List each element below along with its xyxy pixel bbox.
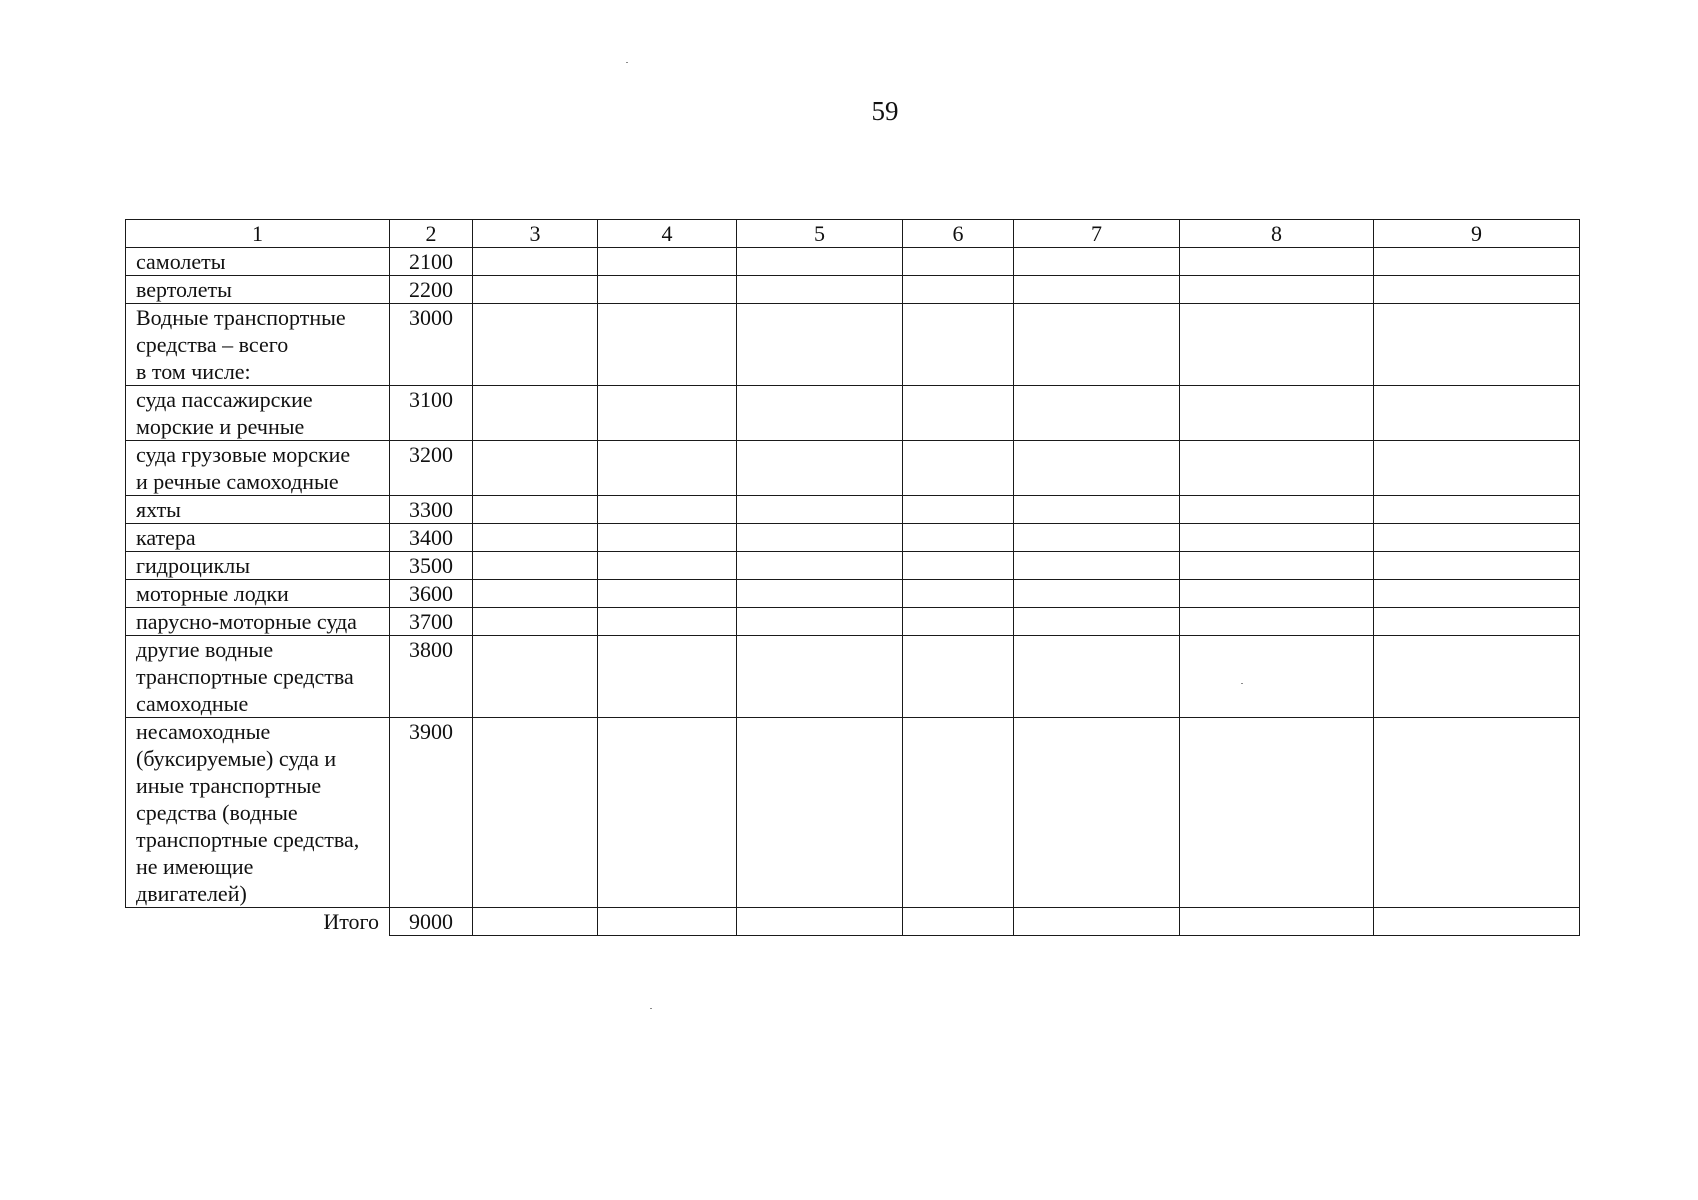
- empty-cell-col-5: [737, 908, 903, 936]
- empty-cell-col-4: [598, 636, 737, 718]
- empty-cell-col-5: [737, 636, 903, 718]
- empty-cell-col-8: [1180, 248, 1374, 276]
- row-name: суда грузовые морские и речные самоходные: [126, 441, 390, 496]
- empty-cell-col-9: [1374, 636, 1580, 718]
- empty-cell-col-4: [598, 718, 737, 908]
- column-header-8: 8: [1180, 220, 1374, 248]
- empty-cell-col-7: [1014, 386, 1180, 441]
- empty-cell-col-4: [598, 276, 737, 304]
- table-row: [126, 496, 1580, 524]
- data-table: [125, 219, 1580, 936]
- row-name: Водные транспортные средства – всего в том числе:: [126, 304, 390, 386]
- table-row: [126, 580, 1580, 608]
- empty-cell-col-8: [1180, 386, 1374, 441]
- empty-cell-col-9: [1374, 386, 1580, 441]
- row-name: суда пассажирские морские и речные: [126, 386, 390, 441]
- empty-cell-col-7: [1014, 908, 1180, 936]
- row-name: другие водные транспортные средства самоходные: [126, 636, 390, 718]
- table-row: [126, 304, 1580, 386]
- empty-cell-col-4: [598, 441, 737, 496]
- empty-cell-col-9: [1374, 304, 1580, 386]
- row-name: самолеты: [126, 248, 390, 276]
- row-code: 3600: [390, 580, 473, 608]
- empty-cell-col-9: [1374, 524, 1580, 552]
- empty-cell-col-5: [737, 248, 903, 276]
- empty-cell-col-5: [737, 496, 903, 524]
- empty-cell-col-7: [1014, 718, 1180, 908]
- empty-cell-col-9: [1374, 552, 1580, 580]
- header-row: [126, 220, 1580, 248]
- empty-cell-col-6: [903, 524, 1014, 552]
- column-header-6: 6: [903, 220, 1014, 248]
- empty-cell-col-6: [903, 441, 1014, 496]
- table-row: [126, 524, 1580, 552]
- table-row: [126, 386, 1580, 441]
- row-name: яхты: [126, 496, 390, 524]
- empty-cell-col-4: [598, 580, 737, 608]
- empty-cell-col-3: [473, 718, 598, 908]
- empty-cell-col-3: [473, 580, 598, 608]
- empty-cell-col-3: [473, 908, 598, 936]
- empty-cell-col-6: [903, 386, 1014, 441]
- row-code: 3000: [390, 304, 473, 386]
- row-name: парусно-моторные суда: [126, 608, 390, 636]
- empty-cell-col-6: [903, 304, 1014, 386]
- empty-cell-col-8: [1180, 908, 1374, 936]
- empty-cell-col-8: [1180, 580, 1374, 608]
- empty-cell-col-8: [1180, 304, 1374, 386]
- empty-cell-col-4: [598, 524, 737, 552]
- row-code: 3700: [390, 608, 473, 636]
- total-row: [126, 908, 1580, 936]
- empty-cell-col-9: [1374, 908, 1580, 936]
- empty-cell-col-4: [598, 496, 737, 524]
- empty-cell-col-3: [473, 441, 598, 496]
- empty-cell-col-5: [737, 608, 903, 636]
- empty-cell-col-3: [473, 386, 598, 441]
- row-name: моторные лодки: [126, 580, 390, 608]
- empty-cell-col-4: [598, 552, 737, 580]
- empty-cell-col-3: [473, 276, 598, 304]
- column-header-7: 7: [1014, 220, 1180, 248]
- empty-cell-col-8: [1180, 636, 1374, 718]
- row-code: 3200: [390, 441, 473, 496]
- row-name: катера: [126, 524, 390, 552]
- row-code: 3100: [390, 386, 473, 441]
- empty-cell-col-6: [903, 718, 1014, 908]
- table-body: [126, 220, 1580, 936]
- empty-cell-col-3: [473, 496, 598, 524]
- row-name: вертолеты: [126, 276, 390, 304]
- row-code: 2100: [390, 248, 473, 276]
- empty-cell-col-8: [1180, 441, 1374, 496]
- column-header-3: 3: [473, 220, 598, 248]
- empty-cell-col-3: [473, 248, 598, 276]
- empty-cell-col-5: [737, 552, 903, 580]
- empty-cell-col-7: [1014, 608, 1180, 636]
- empty-cell-col-4: [598, 608, 737, 636]
- empty-cell-col-8: [1180, 276, 1374, 304]
- empty-cell-col-3: [473, 524, 598, 552]
- column-header-9: 9: [1374, 220, 1580, 248]
- empty-cell-col-8: [1180, 496, 1374, 524]
- empty-cell-col-8: [1180, 524, 1374, 552]
- empty-cell-col-7: [1014, 580, 1180, 608]
- empty-cell-col-4: [598, 386, 737, 441]
- empty-cell-col-4: [598, 248, 737, 276]
- empty-cell-col-7: [1014, 248, 1180, 276]
- column-header-5: 5: [737, 220, 903, 248]
- column-header-2: 2: [390, 220, 473, 248]
- empty-cell-col-9: [1374, 718, 1580, 908]
- empty-cell-col-6: [903, 248, 1014, 276]
- empty-cell-col-7: [1014, 524, 1180, 552]
- row-code: 3900: [390, 718, 473, 908]
- table-row: [126, 608, 1580, 636]
- empty-cell-col-5: [737, 276, 903, 304]
- empty-cell-col-8: [1180, 552, 1374, 580]
- empty-cell-col-4: [598, 304, 737, 386]
- empty-cell-col-7: [1014, 636, 1180, 718]
- empty-cell-col-7: [1014, 441, 1180, 496]
- empty-cell-col-6: [903, 496, 1014, 524]
- row-code: 3300: [390, 496, 473, 524]
- empty-cell-col-5: [737, 580, 903, 608]
- empty-cell-col-5: [737, 524, 903, 552]
- column-header-4: 4: [598, 220, 737, 248]
- empty-cell-col-8: [1180, 718, 1374, 908]
- empty-cell-col-9: [1374, 248, 1580, 276]
- empty-cell-col-3: [473, 304, 598, 386]
- empty-cell-col-9: [1374, 608, 1580, 636]
- empty-cell-col-9: [1374, 496, 1580, 524]
- scan-speck: [626, 62, 628, 63]
- total-code: 9000: [390, 908, 473, 936]
- table-row: [126, 552, 1580, 580]
- empty-cell-col-6: [903, 276, 1014, 304]
- table-row: [126, 276, 1580, 304]
- column-header-1: 1: [126, 220, 390, 248]
- table-row: [126, 718, 1580, 908]
- empty-cell-col-3: [473, 636, 598, 718]
- table-row: [126, 248, 1580, 276]
- empty-cell-col-6: [903, 552, 1014, 580]
- row-name: гидроциклы: [126, 552, 390, 580]
- empty-cell-col-7: [1014, 552, 1180, 580]
- empty-cell-col-7: [1014, 496, 1180, 524]
- row-code: 2200: [390, 276, 473, 304]
- empty-cell-col-3: [473, 552, 598, 580]
- empty-cell-col-9: [1374, 276, 1580, 304]
- empty-cell-col-6: [903, 608, 1014, 636]
- empty-cell-col-6: [903, 636, 1014, 718]
- empty-cell-col-8: [1180, 608, 1374, 636]
- empty-cell-col-9: [1374, 441, 1580, 496]
- table-row: [126, 636, 1580, 718]
- row-code: 3500: [390, 552, 473, 580]
- empty-cell-col-5: [737, 386, 903, 441]
- empty-cell-col-5: [737, 441, 903, 496]
- empty-cell-col-3: [473, 608, 598, 636]
- table-row: [126, 441, 1580, 496]
- empty-cell-col-7: [1014, 276, 1180, 304]
- total-label: Итого: [126, 908, 390, 936]
- scan-speck: [650, 1008, 652, 1009]
- row-code: 3800: [390, 636, 473, 718]
- empty-cell-col-5: [737, 718, 903, 908]
- row-code: 3400: [390, 524, 473, 552]
- empty-cell-col-6: [903, 580, 1014, 608]
- empty-cell-col-7: [1014, 304, 1180, 386]
- row-name: несамоходные (буксируемые) суда и иные транспортные средства (водные транспортные средства, не имеющие двигателей): [126, 718, 390, 908]
- empty-cell-col-4: [598, 908, 737, 936]
- page-number: 59: [871, 96, 899, 126]
- empty-cell-col-5: [737, 304, 903, 386]
- empty-cell-col-6: [903, 908, 1014, 936]
- empty-cell-col-9: [1374, 580, 1580, 608]
